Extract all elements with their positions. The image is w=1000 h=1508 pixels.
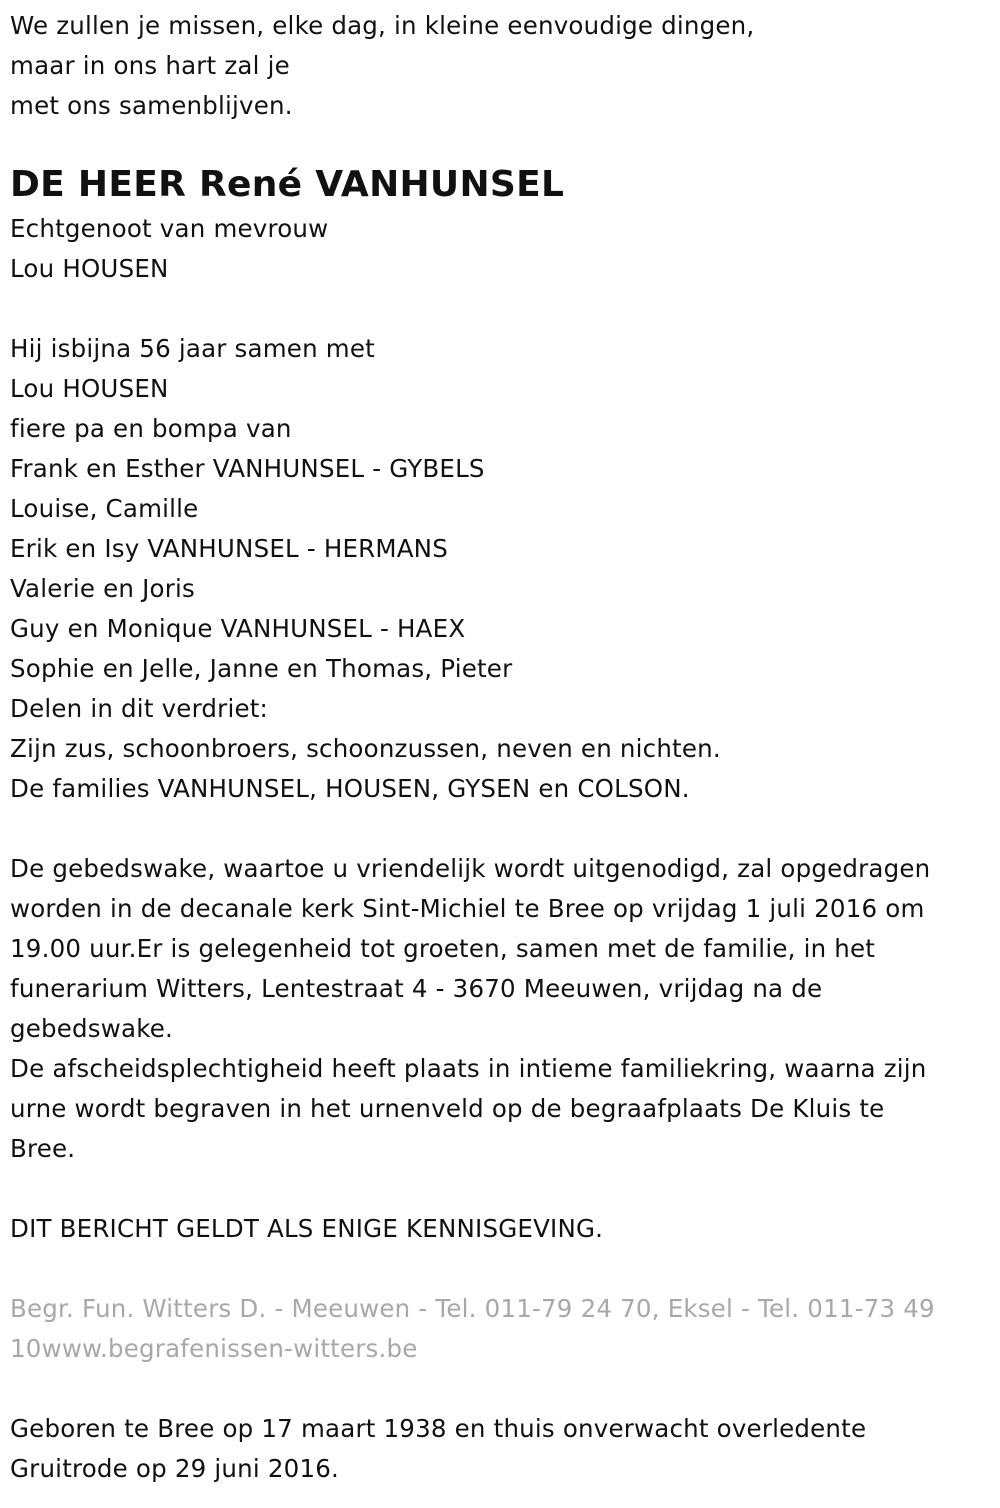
family-line: Sophie en Jelle, Janne en Thomas, Pieter xyxy=(10,654,513,683)
ceremony-line: Bree. xyxy=(10,1134,76,1163)
family-line: Hij isbijna 56 jaar samen met xyxy=(10,334,375,363)
deceased-name: DE HEER René VANHUNSEL xyxy=(10,164,565,205)
family-line: Erik en Isy VANHUNSEL - HERMANS xyxy=(10,534,448,563)
undertaker-info xyxy=(10,1289,995,1369)
birth-death-info xyxy=(10,1409,995,1489)
family-line: Lou HOUSEN xyxy=(10,374,169,403)
poem-line: maar in ons hart zal je xyxy=(10,51,290,80)
family-line: Guy en Monique VANHUNSEL - HAEX xyxy=(10,614,466,643)
ceremony-line: De afscheidsplechtigheid heeft plaats in intieme familiekring, waarna zijn xyxy=(10,1054,927,1083)
notice-statement: DIT BERICHT GELDT ALS ENIGE KENNISGEVING. xyxy=(10,1214,604,1243)
family-line: Zijn zus, schoonbroers, schoonzussen, neven en nichten. xyxy=(10,734,721,763)
family-line: Frank en Esther VANHUNSEL - GYBELS xyxy=(10,454,485,483)
undertaker-line: Begr. Fun. Witters D. - Meeuwen - Tel. 011-79 24 70, Eksel - Tel. 011-73 49 xyxy=(10,1294,935,1323)
obituary-notice xyxy=(10,6,995,1489)
spouse-block xyxy=(10,209,995,289)
undertaker-line: 10www.begrafenissen-witters.be xyxy=(10,1334,418,1363)
spouse-line: Lou HOUSEN xyxy=(10,254,169,283)
ceremony-line: funerarium Witters, Lentestraat 4 - 3670 Meeuwen, vrijdag na de xyxy=(10,974,823,1003)
family-line: De families VANHUNSEL, HOUSEN, GYSEN en COLSON. xyxy=(10,774,690,803)
ceremony-line: gebedswake. xyxy=(10,1014,173,1043)
ceremony-line: 19.00 uur.Er is gelegenheid tot groeten, samen met de familie, in het xyxy=(10,934,876,963)
family-block xyxy=(10,329,995,809)
poem xyxy=(10,6,995,126)
birth-line: Gruitrode op 29 juni 2016. xyxy=(10,1454,340,1483)
poem-line: We zullen je missen, elke dag, in kleine eenvoudige dingen, xyxy=(10,11,755,40)
ceremony-line: urne wordt begraven in het urnenveld op de begraafplaats De Kluis te xyxy=(10,1094,885,1123)
family-line: Valerie en Joris xyxy=(10,574,195,603)
family-line: Louise, Camille xyxy=(10,494,199,523)
ceremony-line: De gebedswake, waartoe u vriendelijk wordt uitgenodigd, zal opgedragen xyxy=(10,854,931,883)
ceremony-line: worden in de decanale kerk Sint-Michiel te Bree op vrijdag 1 juli 2016 om xyxy=(10,894,925,923)
spouse-line: Echtgenoot van mevrouw xyxy=(10,214,329,243)
family-line: Delen in dit verdriet: xyxy=(10,694,268,723)
poem-line: met ons samenblijven. xyxy=(10,91,293,120)
birth-line: Geboren te Bree op 17 maart 1938 en thuis onverwacht overledente xyxy=(10,1414,867,1443)
family-line: fiere pa en bompa van xyxy=(10,414,292,443)
ceremony-block xyxy=(10,849,995,1169)
